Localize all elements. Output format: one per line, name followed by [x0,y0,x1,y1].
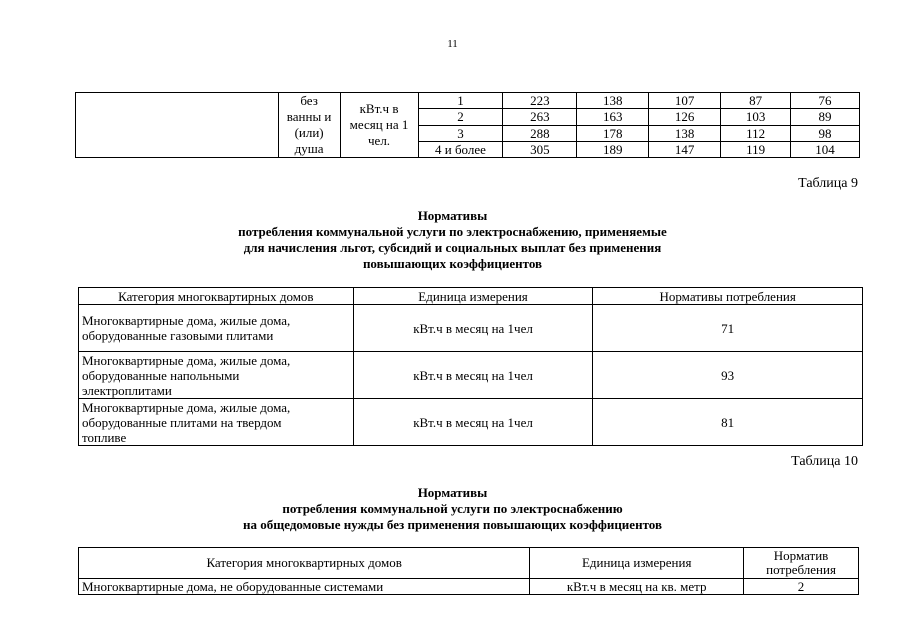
persons-cell: 1 [418,93,503,109]
value-cell: 93 [593,352,863,399]
value-cell: 71 [593,305,863,352]
category-line: Многоквартирные дома, жилые дома, [82,352,291,368]
column-header: Категория многоквартирных домов [79,288,354,305]
category-cell [278,93,340,158]
table-row [79,352,863,399]
value-cell: 288 [503,125,577,141]
category-line: (или) [294,125,324,140]
value-cell: 2 [744,579,859,595]
table-9-caption: Таблица 9 [798,176,858,191]
table-8-continuation [75,92,860,158]
value-cell: 81 [593,399,863,446]
category-line: оборудованные газовыми плитами [82,328,274,343]
value-cell: 98 [791,125,860,141]
value-cell: 103 [721,109,791,125]
page-number: 11 [447,38,458,50]
category-cell [79,399,354,446]
heading-line: потребления коммунальной услуги по электроснабжению, применяемые [238,224,667,239]
value-cell: 89 [791,109,860,125]
column-header: Категория многоквартирных домов [79,548,530,579]
table-9 [78,287,863,446]
category-cell: Многоквартирные дома, не оборудованные системами [79,579,530,595]
value-cell: 147 [649,141,721,157]
column-header: Единица измерения [353,288,593,305]
table-row [76,93,860,109]
category-line: душа [294,141,324,156]
unit-line: кВт.ч в [359,101,399,116]
table-9-heading [0,208,905,272]
header-line: Норматив [773,548,829,563]
unit-line: чел. [368,133,391,148]
unit-cell: кВт.ч в месяц на 1чел [353,399,593,446]
category-line: электроплитами [82,382,172,398]
heading-line: потребления коммунальной услуги по электроснабжению [282,501,623,516]
heading-line: Нормативы [417,485,488,500]
value-cell: 178 [577,125,649,141]
category-line: ванны и [286,109,332,124]
value-cell: 76 [791,93,860,109]
unit-cell: кВт.ч в месяц на 1чел [353,352,593,399]
heading-line: Нормативы [417,208,488,223]
heading-line: повышающих коэффициентов [362,256,543,271]
value-cell: 107 [649,93,721,109]
value-cell: 138 [649,125,721,141]
value-cell: 223 [503,93,577,109]
value-cell: 119 [721,141,791,157]
value-cell: 104 [791,141,860,157]
header-line: потребления [766,562,836,577]
table-row [79,579,859,595]
column-header [744,548,859,579]
table-10 [78,547,859,595]
unit-cell: кВт.ч в месяц на 1чел [353,305,593,352]
category-line: оборудованные напольными [82,367,240,383]
value-cell: 263 [503,109,577,125]
table-row [79,399,863,446]
category-line: Многоквартирные дома, жилые дома, [82,313,291,328]
unit-cell [340,93,418,158]
unit-line: месяц на 1 [349,117,409,132]
empty-cell [76,93,279,158]
value-cell: 126 [649,109,721,125]
column-header: Нормативы потребления [593,288,863,305]
table-row [79,305,863,352]
category-line: топливе [82,429,127,445]
value-cell: 87 [721,93,791,109]
table-10-heading [0,485,905,533]
category-line: без [300,93,318,108]
value-cell: 163 [577,109,649,125]
table-10-caption: Таблица 10 [791,454,858,469]
category-cell [79,305,354,352]
category-line: оборудованные плитами на твердом [82,414,282,430]
unit-cell: кВт.ч в месяц на кв. метр [530,579,744,595]
value-cell: 305 [503,141,577,157]
table-header-row [79,288,863,305]
value-cell: 138 [577,93,649,109]
table-header-row [79,548,859,579]
column-header: Единица измерения [530,548,744,579]
value-cell: 112 [721,125,791,141]
heading-line: для начисления льгот, субсидий и социальных выплат без применения [243,240,662,255]
category-cell [79,352,354,399]
heading-line: на общедомовые нужды без применения повышающих коэффициентов [243,517,662,532]
persons-cell: 4 и более [418,141,503,157]
persons-cell: 3 [418,125,503,141]
value-cell: 189 [577,141,649,157]
category-line: Многоквартирные дома, жилые дома, [82,399,291,415]
persons-cell: 2 [418,109,503,125]
